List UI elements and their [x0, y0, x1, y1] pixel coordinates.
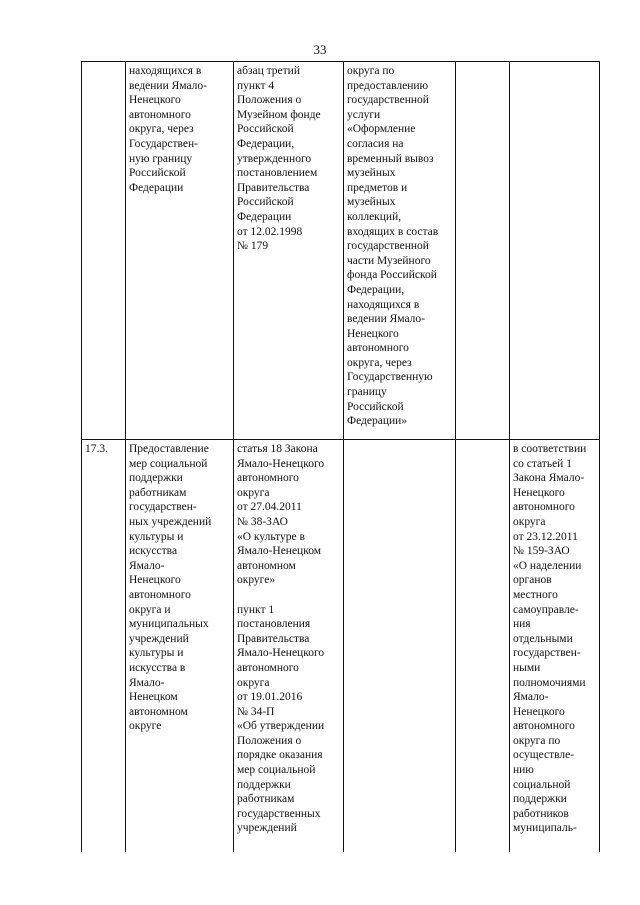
cell-line: государственных: [237, 807, 321, 820]
cell-line: округа: [237, 676, 270, 689]
cell-line: Российской: [129, 167, 186, 180]
cell-number: [82, 440, 126, 853]
cell-line: пункт 4: [237, 79, 275, 92]
cell-empty: [456, 440, 510, 853]
cell-line: «О культуре в: [237, 530, 305, 543]
cell-line: округе: [129, 720, 162, 733]
cell-line: коллекций,: [347, 210, 402, 223]
cell-regulation: [344, 440, 456, 853]
cell-line: ную границу: [129, 152, 193, 165]
cell-line: находящихся в: [129, 65, 202, 77]
cell-line: ными: [513, 661, 541, 674]
cell-line: границу: [347, 386, 387, 399]
cell-line: муниципаль-: [513, 822, 577, 835]
cell-line: поддержки: [237, 778, 291, 791]
cell-line: Российской: [237, 123, 294, 136]
table-row: [82, 440, 600, 853]
cell-line: работников: [513, 807, 569, 820]
cell-line: округа и: [129, 603, 171, 616]
cell-line: органов: [513, 574, 552, 587]
cell-regulation: [344, 62, 456, 440]
cell-line: автономного: [237, 661, 299, 674]
cell-line: автономного: [347, 342, 409, 355]
cell-line: искусства: [129, 545, 178, 558]
cell-line: пункт 1: [237, 603, 275, 616]
cell-line: муниципальных: [129, 618, 209, 631]
cell-line: отдельными: [513, 632, 573, 645]
cell-service-name: [126, 440, 234, 853]
cell-line: входящих в состав: [347, 225, 439, 238]
cell-line: государствен-: [129, 501, 197, 514]
cell-line: части Музейного: [347, 254, 431, 267]
cell-line: Правительства: [237, 181, 310, 194]
cell-line: находящихся в: [347, 298, 420, 311]
cell-line: Ненецкого: [129, 574, 181, 587]
cell-line: округа по: [513, 734, 561, 747]
cell-line: Ненецкого: [513, 705, 565, 718]
cell-line: поддержки: [129, 472, 183, 485]
cell-line: от 23.12.2011: [513, 530, 578, 543]
cell-line: округа, через: [129, 123, 194, 136]
cell-line: «Об утверждении: [237, 720, 325, 733]
cell-line: автономного: [513, 720, 575, 733]
cell-line: Ямало-: [129, 676, 165, 689]
cell-line: Ненецкого: [347, 327, 399, 340]
cell-line: мер социальной: [237, 764, 316, 777]
cell-line: Правительства: [237, 632, 310, 645]
cell-line: государственной: [347, 94, 429, 107]
cell-line: автономного: [129, 588, 191, 601]
cell-line: автономном: [237, 559, 296, 572]
services-table: [81, 61, 600, 852]
cell-line: «Оформление: [347, 123, 416, 136]
cell-line: 17.3.: [85, 443, 108, 455]
cell-line: Государственную: [347, 371, 433, 384]
cell-line: в соответствии: [513, 443, 587, 455]
cell-line: государствен-: [513, 647, 581, 660]
cell-line: округа, через: [347, 356, 412, 369]
cell-line: музейных: [347, 196, 396, 209]
cell-number: [82, 62, 126, 440]
cell-line: от 19.01.2016: [237, 691, 303, 704]
cell-line: ния: [513, 618, 531, 631]
cell-line: Федерации: [237, 210, 292, 223]
cell-legal-basis: [234, 62, 344, 440]
cell-line: автономного: [237, 472, 299, 485]
cell-line: Федерации,: [347, 283, 405, 296]
cell-line: мер социальной: [129, 457, 208, 470]
cell-line: автономного: [129, 108, 191, 121]
cell-line: культуры и: [129, 647, 184, 660]
cell-line: абзац третий: [237, 65, 300, 77]
cell-line: Федерации,: [237, 137, 295, 150]
cell-line: автономного: [513, 501, 575, 514]
cell-line: округе»: [237, 574, 276, 587]
cell-line: Предоставление: [129, 443, 209, 455]
cell-gap: [237, 588, 340, 603]
cell-line: округа: [513, 515, 546, 528]
cell-line: предметов и: [347, 181, 408, 194]
cell-line: Закона Ямало-: [513, 472, 585, 485]
cell-line: постановлением: [237, 167, 318, 180]
cell-line: Ямало-Ненецкого: [237, 647, 325, 660]
cell-line: самоуправле-: [513, 603, 579, 616]
cell-legal-basis: [234, 440, 344, 853]
cell-line: утвержденного: [237, 152, 312, 165]
cell-line: от 12.02.1998: [237, 225, 303, 238]
cell-line: Российской: [347, 400, 404, 413]
cell-line: фонда Российской: [347, 269, 437, 282]
cell-line: № 179: [237, 240, 269, 253]
cell-line: ных учреждений: [129, 515, 212, 528]
cell-line: Ямало-Ненецкого: [237, 457, 325, 470]
cell-line: услуги: [347, 108, 381, 121]
cell-line: «О наделении: [513, 559, 582, 572]
cell-line: социальной: [513, 778, 571, 791]
cell-line: нию: [513, 764, 534, 777]
cell-line: от 27.04.2011: [237, 501, 302, 514]
cell-line: предоставлению: [347, 79, 429, 92]
cell-line: № 38-ЗАО: [237, 515, 288, 528]
cell-line: искусства в: [129, 661, 186, 674]
cell-delegation: [510, 440, 600, 853]
cell-line: Ямало-Ненецком: [237, 545, 322, 558]
cell-line: Ненецком: [129, 691, 178, 704]
cell-line: временный вывоз: [347, 152, 434, 165]
cell-line: согласия на: [347, 137, 404, 150]
cell-line: постановления: [237, 618, 311, 631]
cell-line: № 34-П: [237, 705, 275, 718]
cell-line: Музейном фонде: [237, 108, 321, 121]
table-row: [82, 62, 600, 440]
cell-line: работникам: [237, 793, 295, 806]
cell-line: полномочиями: [513, 676, 586, 689]
cell-line: работникам: [129, 486, 187, 499]
cell-line: Ямало-: [513, 691, 549, 704]
cell-line: Положения о: [237, 94, 302, 107]
cell-line: местного: [513, 588, 558, 601]
cell-line: учреждений: [237, 822, 297, 835]
cell-line: Российской: [237, 196, 294, 209]
cell-line: Положения о: [237, 734, 302, 747]
cell-line: Ямало-: [129, 559, 165, 572]
cell-line: осуществле-: [513, 749, 575, 762]
cell-line: со статьей 1: [513, 457, 572, 470]
cell-line: округа: [237, 486, 270, 499]
cell-empty: [456, 62, 510, 440]
cell-line: порядке оказания: [237, 749, 323, 762]
cell-line: ведении Ямало-: [129, 79, 208, 92]
cell-line: Ненецкого: [513, 486, 565, 499]
cell-delegation: [510, 62, 600, 440]
cell-line: автономном: [129, 705, 188, 718]
cell-line: культуры и: [129, 530, 184, 543]
cell-line: Ненецкого: [129, 94, 181, 107]
cell-line: статья 18 Закона: [237, 443, 318, 455]
cell-line: государственной: [347, 240, 429, 253]
cell-line: № 159-ЗАО: [513, 545, 570, 558]
cell-line: Государствен-: [129, 137, 198, 150]
cell-line: музейных: [347, 167, 396, 180]
cell-line: ведении Ямало-: [347, 313, 426, 326]
cell-line: поддержки: [513, 793, 567, 806]
cell-line: учреждений: [129, 632, 189, 645]
cell-line: Федерации»: [347, 415, 408, 428]
page-number: 33: [313, 42, 327, 57]
cell-line: Федерации: [129, 181, 184, 194]
cell-service-name: [126, 62, 234, 440]
cell-line: округа по: [347, 65, 395, 77]
